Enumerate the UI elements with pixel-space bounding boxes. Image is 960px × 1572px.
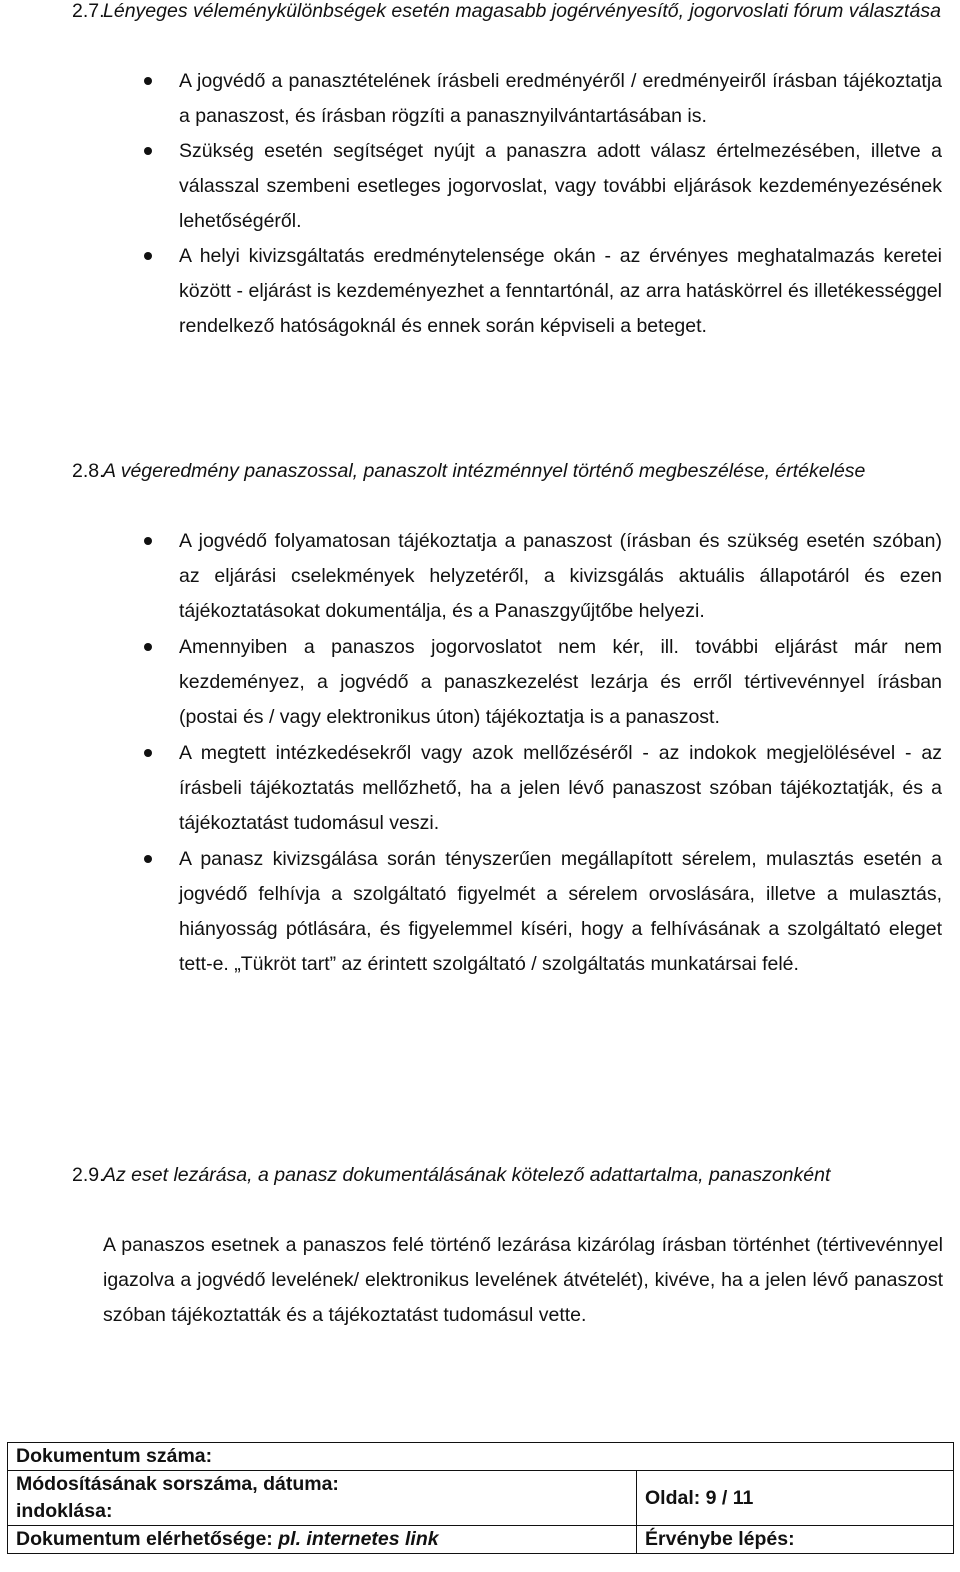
list-item: A helyi kivizsgáltatás eredménytelensége okán - az érvényes meghatalmazás keretei között - eljárást is kezdeményezhet a fenntartónál, az arra hatáskörrel és illetékességgel rendelkező hatóságoknál és ennek során képviseli a beteget. <box>0 239 942 344</box>
footer-doc-number: Dokumentum száma: <box>8 1443 954 1471</box>
section-2-8-number: 2.8. <box>72 460 105 482</box>
section-2-8-list <box>0 524 960 982</box>
section-2-9-paragraph: A panaszos esetnek a panaszos felé történő lezárása kizárólag írásban történhet (tértivevénnyel igazolva a jogvédő levelének/ elektronikus levelének átvételét), kivéve, ha a jelen lévő panaszost szóban tájékoztatták és a tájékoztatást tudomásul vette. <box>103 1234 943 1326</box>
section-2-7-title: Lényeges véleménykülönbségek esetén magasabb jogérvényesítő, jogorvoslati fórum választása <box>103 0 941 22</box>
list-item: A jogvédő folyamatosan tájékoztatja a panaszost (írásban és szükség esetén szóban) az eljárási cselekmények helyzetéről, a kivizsgálás aktuális állapotáról és ezen tájékoztatásokat dokumentálja, és a Panaszgyűjtőbe helyezi. <box>0 524 942 629</box>
list-item: Amennyiben a panaszos jogorvoslatot nem kér, ill. további eljárást már nem kezdeményez, a jogvédő a panaszkezelést lezárja és erről tértivevénnyel írásban (postai és / vagy elektronikus úton) tájékoztatja is a panaszost. <box>0 630 942 735</box>
list-item: A jogvédő a panasztételének írásbeli eredményéről / eredményeiről írásban tájékoztatja a panaszost, és írásban rögzíti a panasznyilvántartásában is. <box>0 64 942 134</box>
footer-row <box>8 1526 954 1554</box>
document-footer-table <box>7 1442 954 1554</box>
footer-row <box>8 1471 954 1499</box>
footer-effective-date: Érvénybe lépés: <box>637 1526 954 1554</box>
list-item: A panasz kivizsgálása során tényszerűen megállapított sérelem, mulasztás esetén a jogvédő felhívja a szolgáltató figyelmét a sérelem orvoslására, illetve a mulasztás, hiányosság pótlására, és figyelemmel kíséri, hogy a felhívásának a szolgáltató eleget tett-e. „Tükröt tart” az érintett szolgáltató / szolgáltatás munkatársai felé. <box>0 842 942 982</box>
footer-modification: Módosításának sorszáma, dátuma: <box>8 1471 637 1499</box>
section-2-9-title: Az eset lezárása, a panasz dokumentálásának kötelező adattartalma, panaszonként <box>103 1164 831 1186</box>
section-2-8-heading <box>72 454 943 489</box>
list-item: Szükség esetén segítséget nyújt a panaszra adott válasz értelmezésében, illetve a válasszal szembeni esetleges jogorvoslat, vagy további eljárások kezdeményezésének lehetőségéről. <box>0 134 942 239</box>
footer-availability-label: Dokumentum elérhetősége: <box>16 1528 273 1550</box>
section-2-9-number: 2.9. <box>72 1164 105 1186</box>
footer-availability <box>8 1526 637 1554</box>
footer-page-number: Oldal: 9 / 11 <box>637 1471 954 1526</box>
list-item: A megtett intézkedésekről vagy azok mellőzéséről - az indokok megjelölésével - az írásbeli tájékoztatás mellőzhető, ha a jelen lévő panaszost szóban tájékoztatják, és a tájékoztatást tudomásul veszi. <box>0 736 942 841</box>
section-2-7-heading <box>72 0 943 29</box>
section-2-7-number: 2.7. <box>72 0 105 22</box>
section-2-8-title: A végeredmény panaszossal, panaszolt intézménnyel történő megbeszélése, értékelése <box>103 460 866 482</box>
footer-row <box>8 1443 954 1471</box>
footer-reason: indoklása: <box>8 1498 637 1526</box>
section-2-9-heading <box>72 1158 943 1193</box>
section-2-7-list <box>0 64 960 344</box>
footer-availability-value: pl. internetes link <box>278 1528 439 1550</box>
